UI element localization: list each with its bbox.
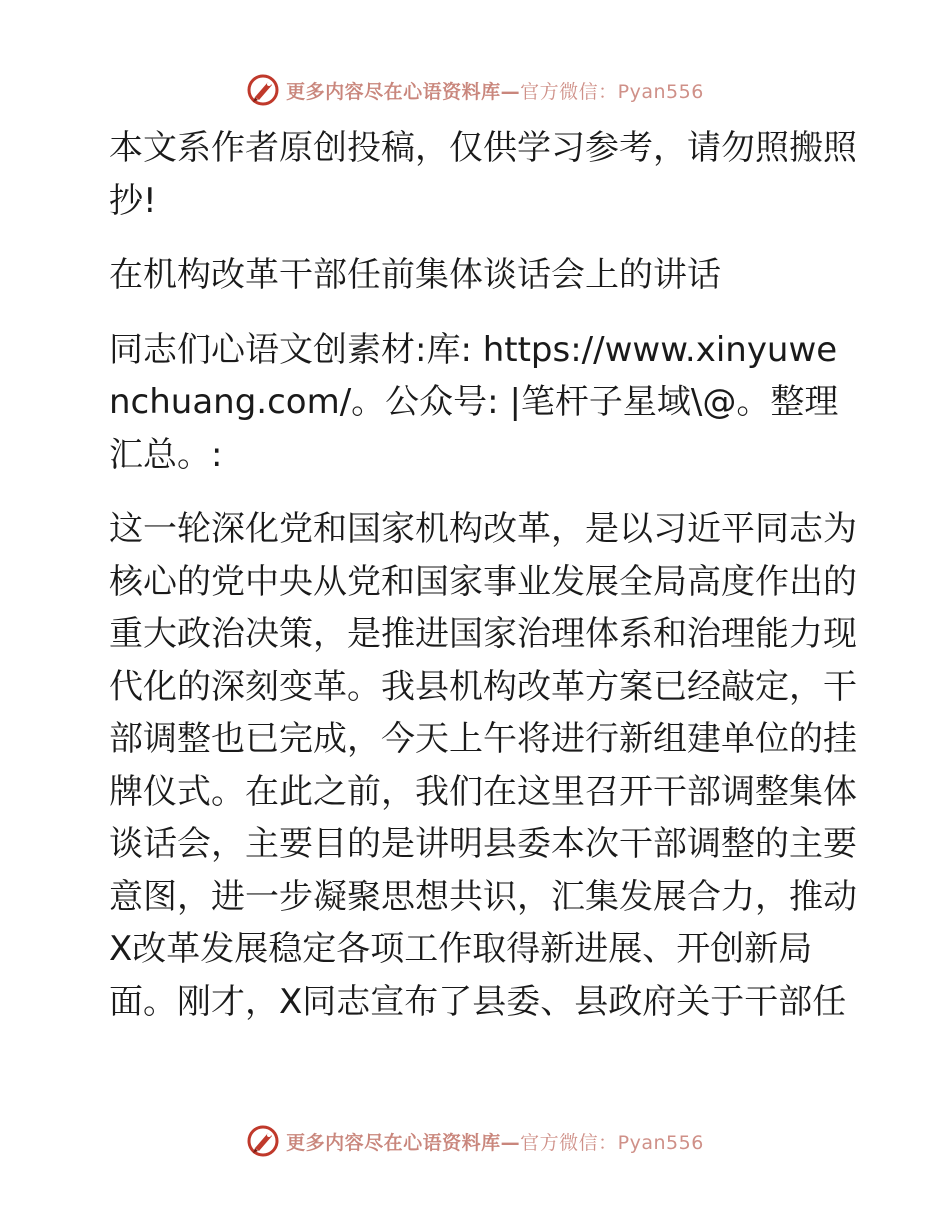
banner-contact-text: 官方微信：Pyan556 [520, 80, 704, 103]
banner-main-text: 更多内容尽在心语资料库 [286, 1131, 501, 1154]
copyright-notice: 本文系作者原创投稿，仅供学习参考，请勿照搬照抄! [109, 128, 857, 221]
pen-logo-icon [246, 73, 280, 107]
banner-text [286, 1128, 704, 1155]
body-paragraph: 这一轮深化党和国家机构改革，是以习近平同志为核心的党中央从党和国家事业发展全局高度作出的重大政治决策，是推进国家治理体系和治理能力现代化的深刻变革。我县机构改革方案已经敲定，干部调整也已完成，今天上午将进行新组建单位的挂牌仪式。在此之前，我们在这里召开干部调整集体谈话会，主要目的是讲明县委本次干部调整的主要意图，进一步凝聚思想共识，汇集发展合力，推动X改革发展稳定各项工作取得新进展、开创新局面。刚才，X同志宣布了县委、县政府关于干部任 [109, 509, 857, 1022]
banner-contact-text: 官方微信：Pyan556 [520, 1131, 704, 1154]
header-banner [0, 70, 950, 110]
banner-separator: — [500, 80, 521, 103]
pen-logo-icon [246, 1124, 280, 1158]
banner-separator: — [500, 1131, 521, 1154]
greeting-paragraph: 同志们心语文创素材:库: https://www.xinyuwenchuang.com/。公众号: |笔杆子星域\@。整理汇总。: [109, 329, 839, 475]
footer-banner [0, 1121, 950, 1161]
document-title: 在机构改革干部任前集体谈话会上的讲话 [109, 255, 721, 295]
document-body [97, 122, 857, 1028]
banner-main-text: 更多内容尽在心语资料库 [286, 80, 501, 103]
banner-text [286, 77, 704, 104]
